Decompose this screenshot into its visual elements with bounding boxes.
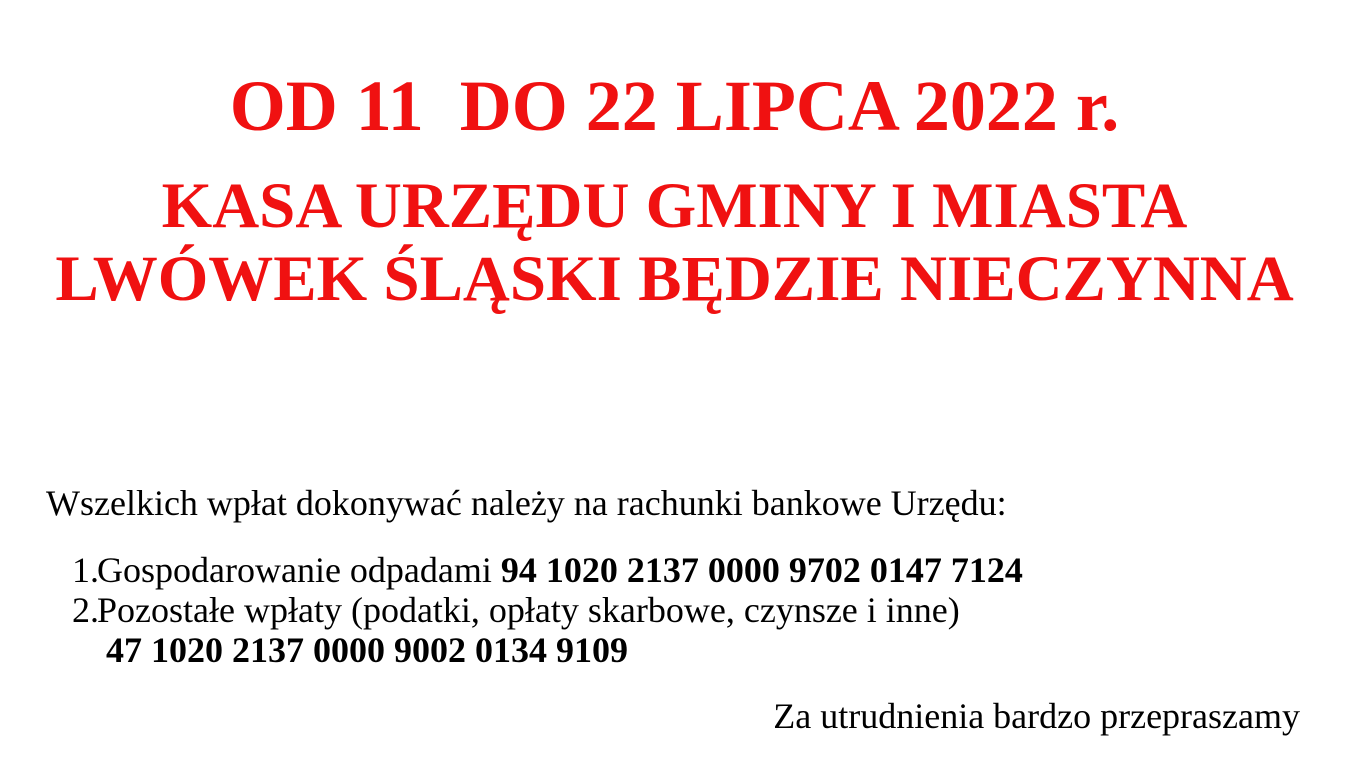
notice-main-heading [0, 170, 1349, 316]
list-item-2-label: Pozostałe wpłaty (podatki, opłaty skarbowe, czynsze i inne) [97, 590, 960, 630]
list-item-1-body [97, 550, 1023, 590]
list-item-1-label: Gospodarowanie odpadami [97, 550, 492, 590]
notice-date-heading: OD 11 DO 22 LIPCA 2022 r. [229, 66, 1120, 146]
intro-text: Wszelkich wpłat dokonywać należy na rachunki bankowe Urzędu: [46, 483, 1007, 523]
bank-account-number-2: 47 1020 2137 0000 9002 0134 9109 [106, 630, 628, 670]
closing-apology-text: Za utrudnienia bardzo przepraszamy [773, 696, 1300, 736]
list-item-other-payments [72, 590, 1023, 670]
list-item-waste-payment [72, 550, 1023, 590]
main-heading-line-1: KASA URZĘDU GMINY I MIASTA [161, 170, 1188, 242]
bank-account-number-1: 94 1020 2137 0000 9702 0147 7124 [500, 550, 1023, 590]
payment-list [72, 550, 1023, 670]
list-number-1: 1. [72, 550, 99, 590]
list-number-2: 2. [72, 590, 99, 630]
main-heading-line-2: LWÓWEK ŚLĄSKI BĘDZIE NIECZYNNA [55, 243, 1294, 315]
list-item-2-body [97, 590, 960, 670]
